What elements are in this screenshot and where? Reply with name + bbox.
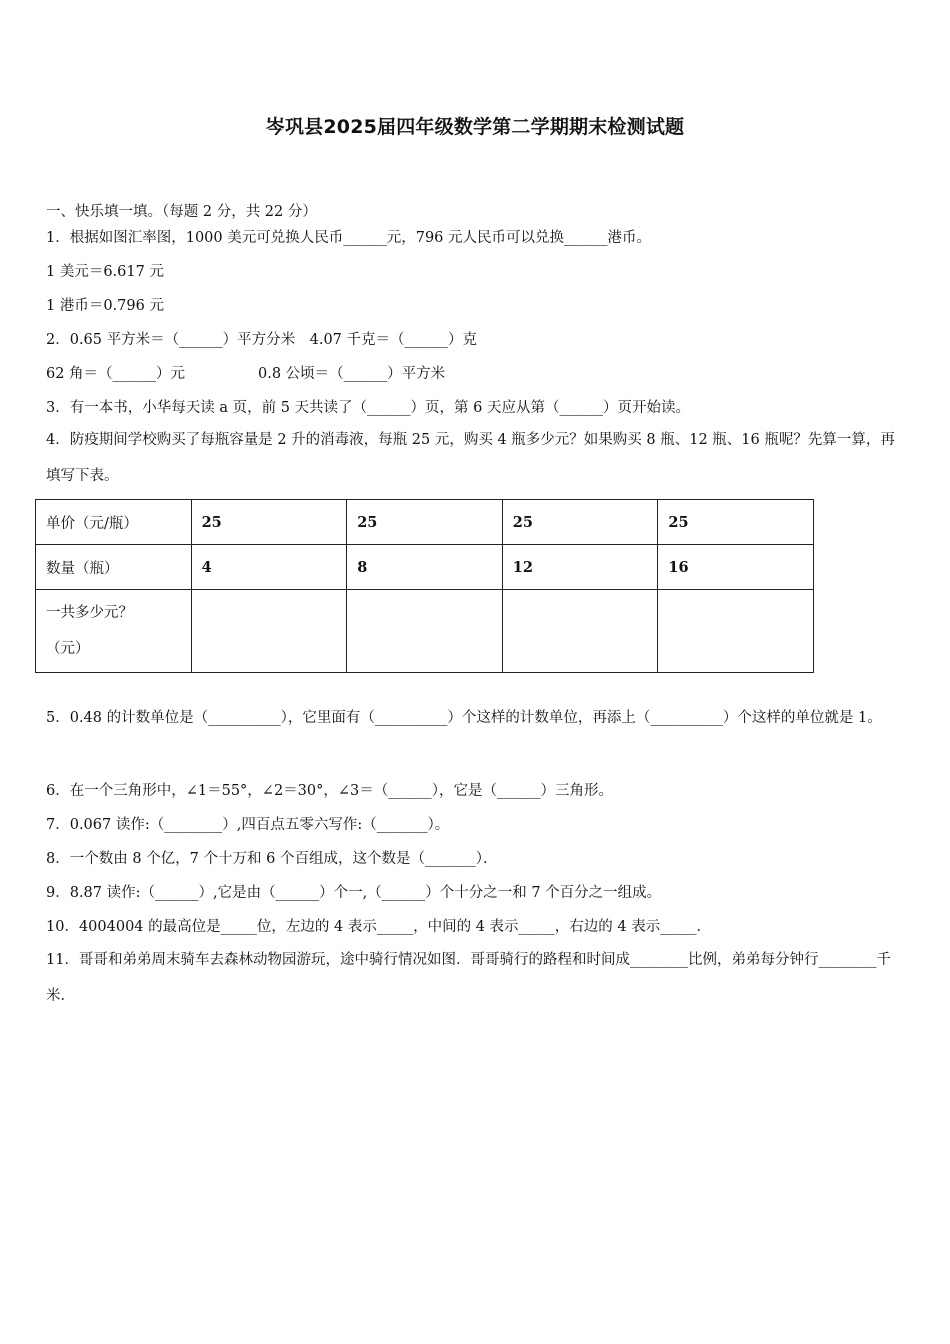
section-heading: 一、快乐填一填。（每题 2 分，共 22 分） (46, 204, 317, 220)
table-cell: 数量（瓶） (36, 545, 192, 590)
table-cell: 25 (658, 500, 814, 545)
table-row (36, 590, 814, 673)
question-1-rate-hkd: 1 港币＝0.796 元 (46, 298, 164, 314)
total-label: 一共多少元？ (46, 605, 133, 621)
table-row (36, 500, 814, 545)
question-4: 4．防疫期间学校购买了每瓶容量是 2 升的消毒液，每瓶 25 元，购买 4 瓶多少元？如果购买 8 瓶、12 瓶、16 瓶呢？先算一算，再填写下表。 (46, 432, 895, 484)
table-cell: 8 (347, 545, 503, 590)
table-cell: 25 (502, 500, 658, 545)
table-cell: 4 (191, 545, 347, 590)
question-2-line-1: 2．0.65 平方米＝（______）平方分米 4.07 千克＝（______）克 (46, 332, 478, 348)
table-cell: 25 (191, 500, 347, 545)
question-9: 9．8.87 读作:（______）,它是由（______）个一,（______）个十分之一和 7 个百分之一组成。 (46, 885, 662, 901)
table-cell: 12 (502, 545, 658, 590)
page-title: 岑巩县2025届四年级数学第二学期期末检测试题 (265, 116, 685, 138)
question-11: 11．哥哥和弟弟周末骑车去森林动物园游玩，途中骑行情况如图．哥哥骑行的路程和时间成________比例，弟弟每分钟行________千米． (46, 952, 891, 1004)
table-cell: 25 (347, 500, 503, 545)
question-2-line-2b: 0.8 公顷＝（______）平方米 (258, 366, 446, 382)
answer-cell[interactable] (502, 590, 658, 673)
question-3: 3．有一本书，小华每天读 a 页，前 5 天共读了（______）页，第 6 天应从第（______）页开始读。 (46, 400, 690, 416)
question-2-line-2a: 62 角＝（______）元 (46, 366, 186, 382)
question-1-rate-usd: 1 美元＝6.617 元 (46, 264, 164, 280)
table-cell: 单价（元/瓶） (36, 500, 192, 545)
table-cell (36, 590, 192, 673)
question-8: 8．一个数由 8 个亿，7 个十万和 6 个百组成，这个数是（_______）． (46, 851, 498, 867)
price-table (35, 499, 814, 673)
answer-cell[interactable] (658, 590, 814, 673)
answer-cell[interactable] (191, 590, 347, 673)
question-1: 1．根据如图汇率图，1000 美元可兑换人民币______元，796 元人民币可以兑换______港币。 (46, 230, 652, 246)
question-6: 6．在一个三角形中，∠1＝55°，∠2＝30°，∠3＝（______），它是（______）三角形。 (46, 783, 613, 799)
total-unit: （元） (46, 641, 90, 657)
question-5: 5．0.48 的计数单位是（__________），它里面有（__________）个这样的计数单位，再添上（__________）个这样的单位就是 1。 (46, 710, 882, 726)
question-7: 7．0.067 读作:（________）,四百点五零六写作:（_______）。 (46, 817, 450, 833)
table-row (36, 545, 814, 590)
table-cell: 16 (658, 545, 814, 590)
answer-cell[interactable] (347, 590, 503, 673)
question-10: 10．4004004 的最高位是_____位，左边的 4 表示_____，中间的 4 表示_____，右边的 4 表示_____． (46, 919, 711, 935)
